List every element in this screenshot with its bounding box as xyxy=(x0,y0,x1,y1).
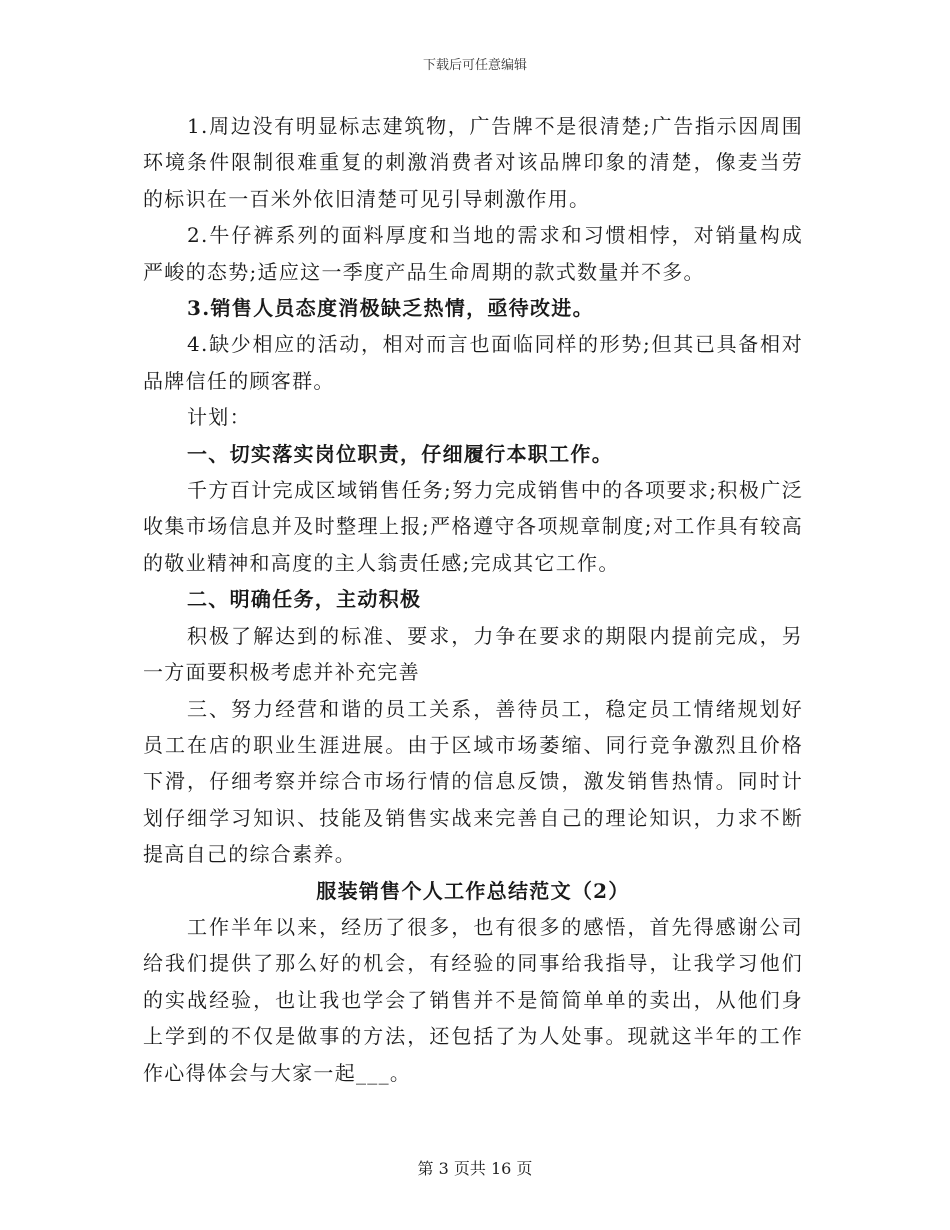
paragraph-issue-4: 4.缺少相应的活动，相对而言也面临同样的形势;但其已具备相对品牌信任的顾客群。 xyxy=(143,332,803,393)
page-footer: 第 3 页共 16 页 xyxy=(417,1159,533,1178)
page-header: 下载后可任意编辑 xyxy=(422,58,527,73)
paragraph-issue-3: 3.销售人员态度消极缺乏热情，亟待改进。 xyxy=(187,296,594,321)
paragraph-plan-label: 计划： xyxy=(187,405,251,430)
paragraph-section-intro: 工作半年以来，经历了很多，也有很多的感悟，首先得感谢公司给我们提供了那么好的机会，有经验的同事给我指导，让我学习他们的实战经验，也让我也学会了销售并不是简简单单的卖出，从他们身上学到的不仅是做事的方法，还包括了为人处事。现就这半年的工作作心得体会与大家一起___。 xyxy=(143,914,803,1085)
document-body xyxy=(143,108,803,1091)
heading-plan-2: 二、明确任务，主动积极 xyxy=(187,587,422,612)
paragraph-issue-1: 1.周边没有明显标志建筑物，广告牌不是很清楚;广告指示因周围环境条件限制很难重复的刺激消费者对该品牌印象的清楚，像麦当劳的标识在一百米外依旧清楚可见引导刺激作用。 xyxy=(143,114,803,211)
paragraph-plan-2: 积极了解达到的标准、要求，力争在要求的期限内提前完成，另一方面要积极考虑并补充完善 xyxy=(143,623,803,685)
section-title: 服装销售个人工作总结范文（2） xyxy=(316,878,630,903)
paragraph-plan-3: 三、努力经营和谐的员工关系，善待员工，稳定员工情绪规划好员工在店的职业生涯进展。由于区域市场萎缩、同行竞争激烈且价格下滑，仔细考察并综合市场行情的信息反馈，激发销售热情。同时计划仔细学习知识、技能及销售实战来完善自己的理论知识，力求不断提高自己的综合素养。 xyxy=(143,696,803,867)
paragraph-plan-1: 千方百计完成区域销售任务;努力完成销售中的各项要求;积极广泛收集市场信息并及时整理上报;严格遵守各项规章制度;对工作具有较高的敬业精神和高度的主人翁责任感;完成其它工作。 xyxy=(143,478,803,575)
paragraph-issue-2: 2.牛仔裤系列的面料厚度和当地的需求和习惯相悖，对销量构成严峻的态势;适应这一季度产品生命周期的款式数量并不多。 xyxy=(143,223,803,284)
heading-plan-1: 一、切实落实岗位职责，仔细履行本职工作。 xyxy=(187,441,613,466)
